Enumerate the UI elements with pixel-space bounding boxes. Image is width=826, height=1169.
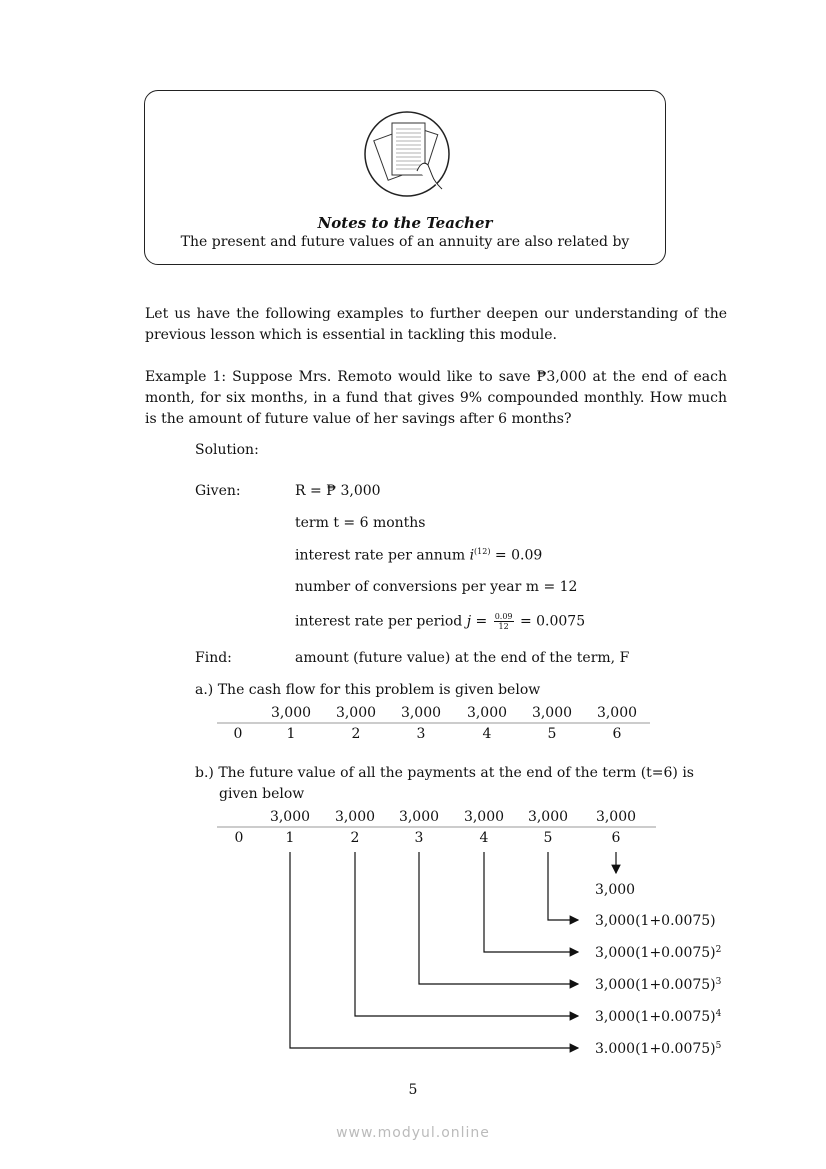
future-value-term: 3,000(1+0.0075) bbox=[595, 913, 716, 929]
payment-label: 3,000 bbox=[398, 809, 440, 825]
period-label: 1 bbox=[285, 830, 295, 846]
future-value-term: $3.000(1+0.0075)^5$ bbox=[595, 1041, 722, 1057]
payment-label: 3,000 bbox=[463, 809, 505, 825]
timeline-b bbox=[217, 809, 722, 1057]
period-label: 4 bbox=[482, 726, 492, 742]
period-label: 1 bbox=[286, 726, 296, 742]
period-label: 6 bbox=[611, 830, 621, 846]
future-value-term: $3,000(1+0.0075)^4$ bbox=[595, 1009, 722, 1025]
payment-label: 3,000 bbox=[334, 809, 376, 825]
example-1-paragraph: Example 1: Suppose Mrs. Remoto would like to save ₱3,000 at the end of each month, for six months, in a fund that gives 9% compounded monthly. How much is the amount of future value of her savings after 6 months? bbox=[145, 369, 727, 427]
period-label: 0 bbox=[233, 726, 243, 742]
solution-label: Solution: bbox=[195, 442, 259, 458]
period-label: 2 bbox=[350, 830, 360, 846]
payment-label: 3,000 bbox=[527, 809, 569, 825]
payment-label: 3,000 bbox=[335, 705, 377, 721]
future-value-term: $3,000(1+0.0075)^2$ bbox=[595, 945, 722, 961]
given-r: R = ₱ 3,000 bbox=[295, 483, 381, 499]
compounding-arrow bbox=[484, 852, 578, 952]
part-b-text-line2: given below bbox=[219, 786, 305, 802]
part-a-text: a.) The cash flow for this problem is given below bbox=[195, 682, 541, 698]
period-label: 5 bbox=[547, 726, 557, 742]
period-label: 3 bbox=[414, 830, 424, 846]
period-label: 6 bbox=[612, 726, 622, 742]
page-number: 5 bbox=[408, 1082, 418, 1098]
future-value-term: 3,000 bbox=[595, 882, 636, 898]
period-label: 0 bbox=[234, 830, 244, 846]
period-label: 2 bbox=[351, 726, 361, 742]
period-label: 3 bbox=[416, 726, 426, 742]
fraction: $\frac{0.09}{12}$ bbox=[494, 612, 513, 631]
payment-label: 3,000 bbox=[531, 705, 573, 721]
intro-paragraph: Let us have the following examples to further deepen our understanding of the previous lesson which is essential in tackling this module. bbox=[145, 306, 727, 343]
given-term: term t = 6 months bbox=[295, 515, 426, 531]
payment-label: 3,000 bbox=[596, 705, 638, 721]
compounding-arrow bbox=[355, 852, 578, 1016]
given-period-rate: interest rate per period j = $\frac{0.09}{12}$ = 0.0075 bbox=[295, 612, 586, 631]
watermark: www.modyul.online bbox=[336, 1125, 490, 1141]
given-conversions: number of conversions per year m = 12 bbox=[295, 579, 578, 595]
compounding-arrow bbox=[290, 852, 578, 1048]
payment-label: 3,000 bbox=[466, 705, 508, 721]
notes-text: The present and future values of an annuity are also related by bbox=[180, 234, 630, 250]
given-rate: interest rate per annum $i^{(12)} = 0.09$ bbox=[295, 547, 543, 564]
payment-label: 3,000 bbox=[400, 705, 442, 721]
period-label: 4 bbox=[479, 830, 489, 846]
payment-label: 3,000 bbox=[270, 705, 312, 721]
find-text: amount (future value) at the end of the term, F bbox=[295, 650, 630, 666]
compounding-arrow bbox=[419, 852, 578, 984]
notes-title: Notes to the Teacher bbox=[317, 214, 493, 232]
timeline-a bbox=[217, 705, 650, 742]
part-b-text-line1: b.) The future value of all the payments at the end of the term (t=6) is bbox=[195, 765, 694, 781]
compounding-arrow bbox=[548, 852, 578, 920]
payment-label: 3,000 bbox=[269, 809, 311, 825]
future-value-term: $3,000(1+0.0075)^3$ bbox=[595, 977, 722, 993]
find-label: Find: bbox=[195, 650, 232, 666]
payment-label: 3,000 bbox=[595, 809, 637, 825]
period-label: 5 bbox=[543, 830, 553, 846]
given-label: Given: bbox=[195, 483, 241, 499]
